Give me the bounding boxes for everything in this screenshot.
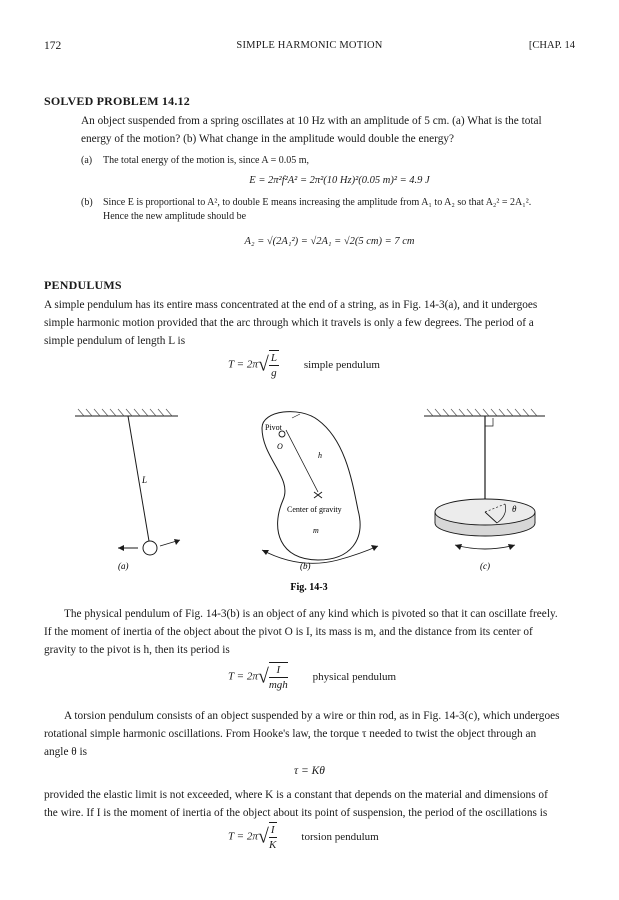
eq-physical-num: I — [269, 663, 288, 678]
ceiling-hatch-a — [78, 409, 172, 416]
intro-line-3: simple pendulum of length L is — [44, 335, 186, 347]
eq-physical-den: mgh — [268, 679, 288, 691]
page-number: 172 — [44, 40, 62, 52]
distance-label: h — [318, 451, 322, 460]
elastic-line-1: provided the elastic limit is not exceeded, where K is a constant that depends on the material and dimensions of — [44, 789, 548, 801]
oscillation-arrowhead-right — [508, 544, 515, 550]
physical-line-3: gravity to the pivot is h, then its period is — [44, 644, 230, 656]
problem-statement — [81, 112, 575, 148]
angle-label: θ — [512, 504, 517, 514]
pendulum-bob — [143, 541, 157, 555]
rotation-arrowhead-right — [371, 545, 378, 551]
part-b-text — [103, 196, 578, 224]
intro-line-2: simple harmonic motion provided that the arc through which it travels is only a few degrees. The period of a — [44, 317, 534, 329]
elastic-paragraph — [44, 786, 575, 822]
torsion-paragraph — [44, 707, 575, 761]
pendulums-heading: PENDULUMS — [44, 278, 122, 292]
eq-simple-den: g — [271, 367, 277, 379]
figure-c-torsion-pendulum — [424, 409, 545, 571]
figure-a-simple-pendulum — [75, 409, 180, 571]
eq-torsion-den: K — [269, 839, 277, 851]
eq-torsion-pendulum: T = 2π√ $\frac{I}{K}$ torsion pendulum — [228, 824, 379, 851]
elastic-line-2: the wire. If I is the moment of inertia of the object about its point of suspension, the period of the oscillations is — [44, 807, 548, 819]
part-a-label: (a) — [81, 155, 93, 166]
solved-problem-title: SOLVED PROBLEM 14.12 — [44, 94, 190, 108]
problem-line-2: energy of the motion? (b) What change in the amplitude would double the energy? — [81, 133, 455, 145]
figure-14-3 — [0, 400, 619, 600]
physical-body-outline — [262, 412, 360, 560]
part-b-line-1: Since E is proportional to A², to double E means increasing the amplitude from A₁ to A₂ so that A₂² = 2A₁². — [103, 197, 532, 208]
torsion-line-1: A torsion pendulum consists of an object suspended by a wire or thin rod, as in Fig. 14-3(c), which undergoes — [64, 710, 560, 722]
figure-caption: Fig. 14-3 — [290, 582, 328, 593]
length-label: L — [142, 475, 148, 485]
swing-arrowhead-left — [118, 545, 124, 551]
torsion-line-3: angle θ is — [44, 746, 88, 758]
eq-torsion-label: torsion pendulum — [301, 830, 379, 843]
part-b-equation: A₂ = √(2A₁²) = √2A₁ = √2(5 cm) = 7 cm — [244, 236, 415, 247]
physical-paragraph — [44, 605, 575, 659]
fig-label-a: (a) — [118, 561, 129, 571]
oscillation-arrowhead-left — [455, 544, 462, 550]
physical-line-1: The physical pendulum of Fig. 14-3(b) is an object of any kind which is pivoted so that it can oscillate freely. — [64, 608, 558, 620]
eq-simple-lhs: T = 2π — [228, 358, 258, 371]
eq-torsion-num: I — [270, 824, 275, 836]
pivot-label: Pivot — [265, 423, 282, 432]
swing-arrowhead-right — [174, 539, 180, 545]
oscillation-arc — [455, 545, 515, 549]
part-b-line-2: Hence the new amplitude should be — [103, 211, 247, 222]
figure-b-physical-pendulum — [262, 412, 378, 571]
fig-label-b: (b) — [300, 561, 311, 571]
part-a-equation: E = 2π²f²A² = 2π²(10 Hz)²(0.05 m)² = 4.9 J — [249, 175, 430, 186]
intro-line-1: A simple pendulum has its entire mass concentrated at the end of a string, as in Fig. 14-3(a), and it undergoes — [44, 299, 538, 311]
eq-torsion-lhs: T = 2π — [228, 830, 258, 843]
cog-label: Center of gravity — [287, 505, 342, 514]
torsion-line-2: rotational simple harmonic oscillations. From Hooke's law, the torque τ needed to twist the object through an — [44, 728, 537, 740]
eq-physical-pendulum: T = 2π√ $\frac{I}{\text{mgh}}$ physical pendulum — [228, 664, 397, 691]
part-a-text: The total energy of the motion is, since A = 0.05 m, — [103, 155, 309, 166]
ceiling-hatch-c — [427, 409, 537, 416]
eq-physical-lhs: T = 2π — [228, 670, 258, 683]
pivot-point-label: O — [277, 442, 283, 451]
physical-line-2: If the moment of inertia of the object about the pivot O is I, its mass is m, and the distance from its center of — [44, 626, 533, 638]
chapter-ref: [CHAP. 14 — [528, 40, 575, 51]
eq-simple-label: simple pendulum — [303, 358, 380, 371]
eq-simple-num: L — [270, 352, 277, 364]
problem-line-1: An object suspended from a spring oscillates at 10 Hz with an amplitude of 5 cm. (a) What is the total — [81, 115, 542, 127]
right-angle-mark — [485, 418, 493, 426]
pendulums-intro — [44, 296, 575, 350]
part-b-label: (b) — [81, 197, 93, 208]
fig-label-c: (c) — [480, 561, 490, 571]
mass-label: m — [313, 526, 319, 535]
eq-physical-label: physical pendulum — [312, 670, 397, 683]
eq-simple-pendulum: T = 2π√ $\frac{L}{g}$ simple pendulum — [228, 352, 380, 379]
eq-torque: τ = Kθ — [294, 765, 325, 777]
chapter-title: SIMPLE HARMONIC MOTION — [236, 40, 383, 51]
